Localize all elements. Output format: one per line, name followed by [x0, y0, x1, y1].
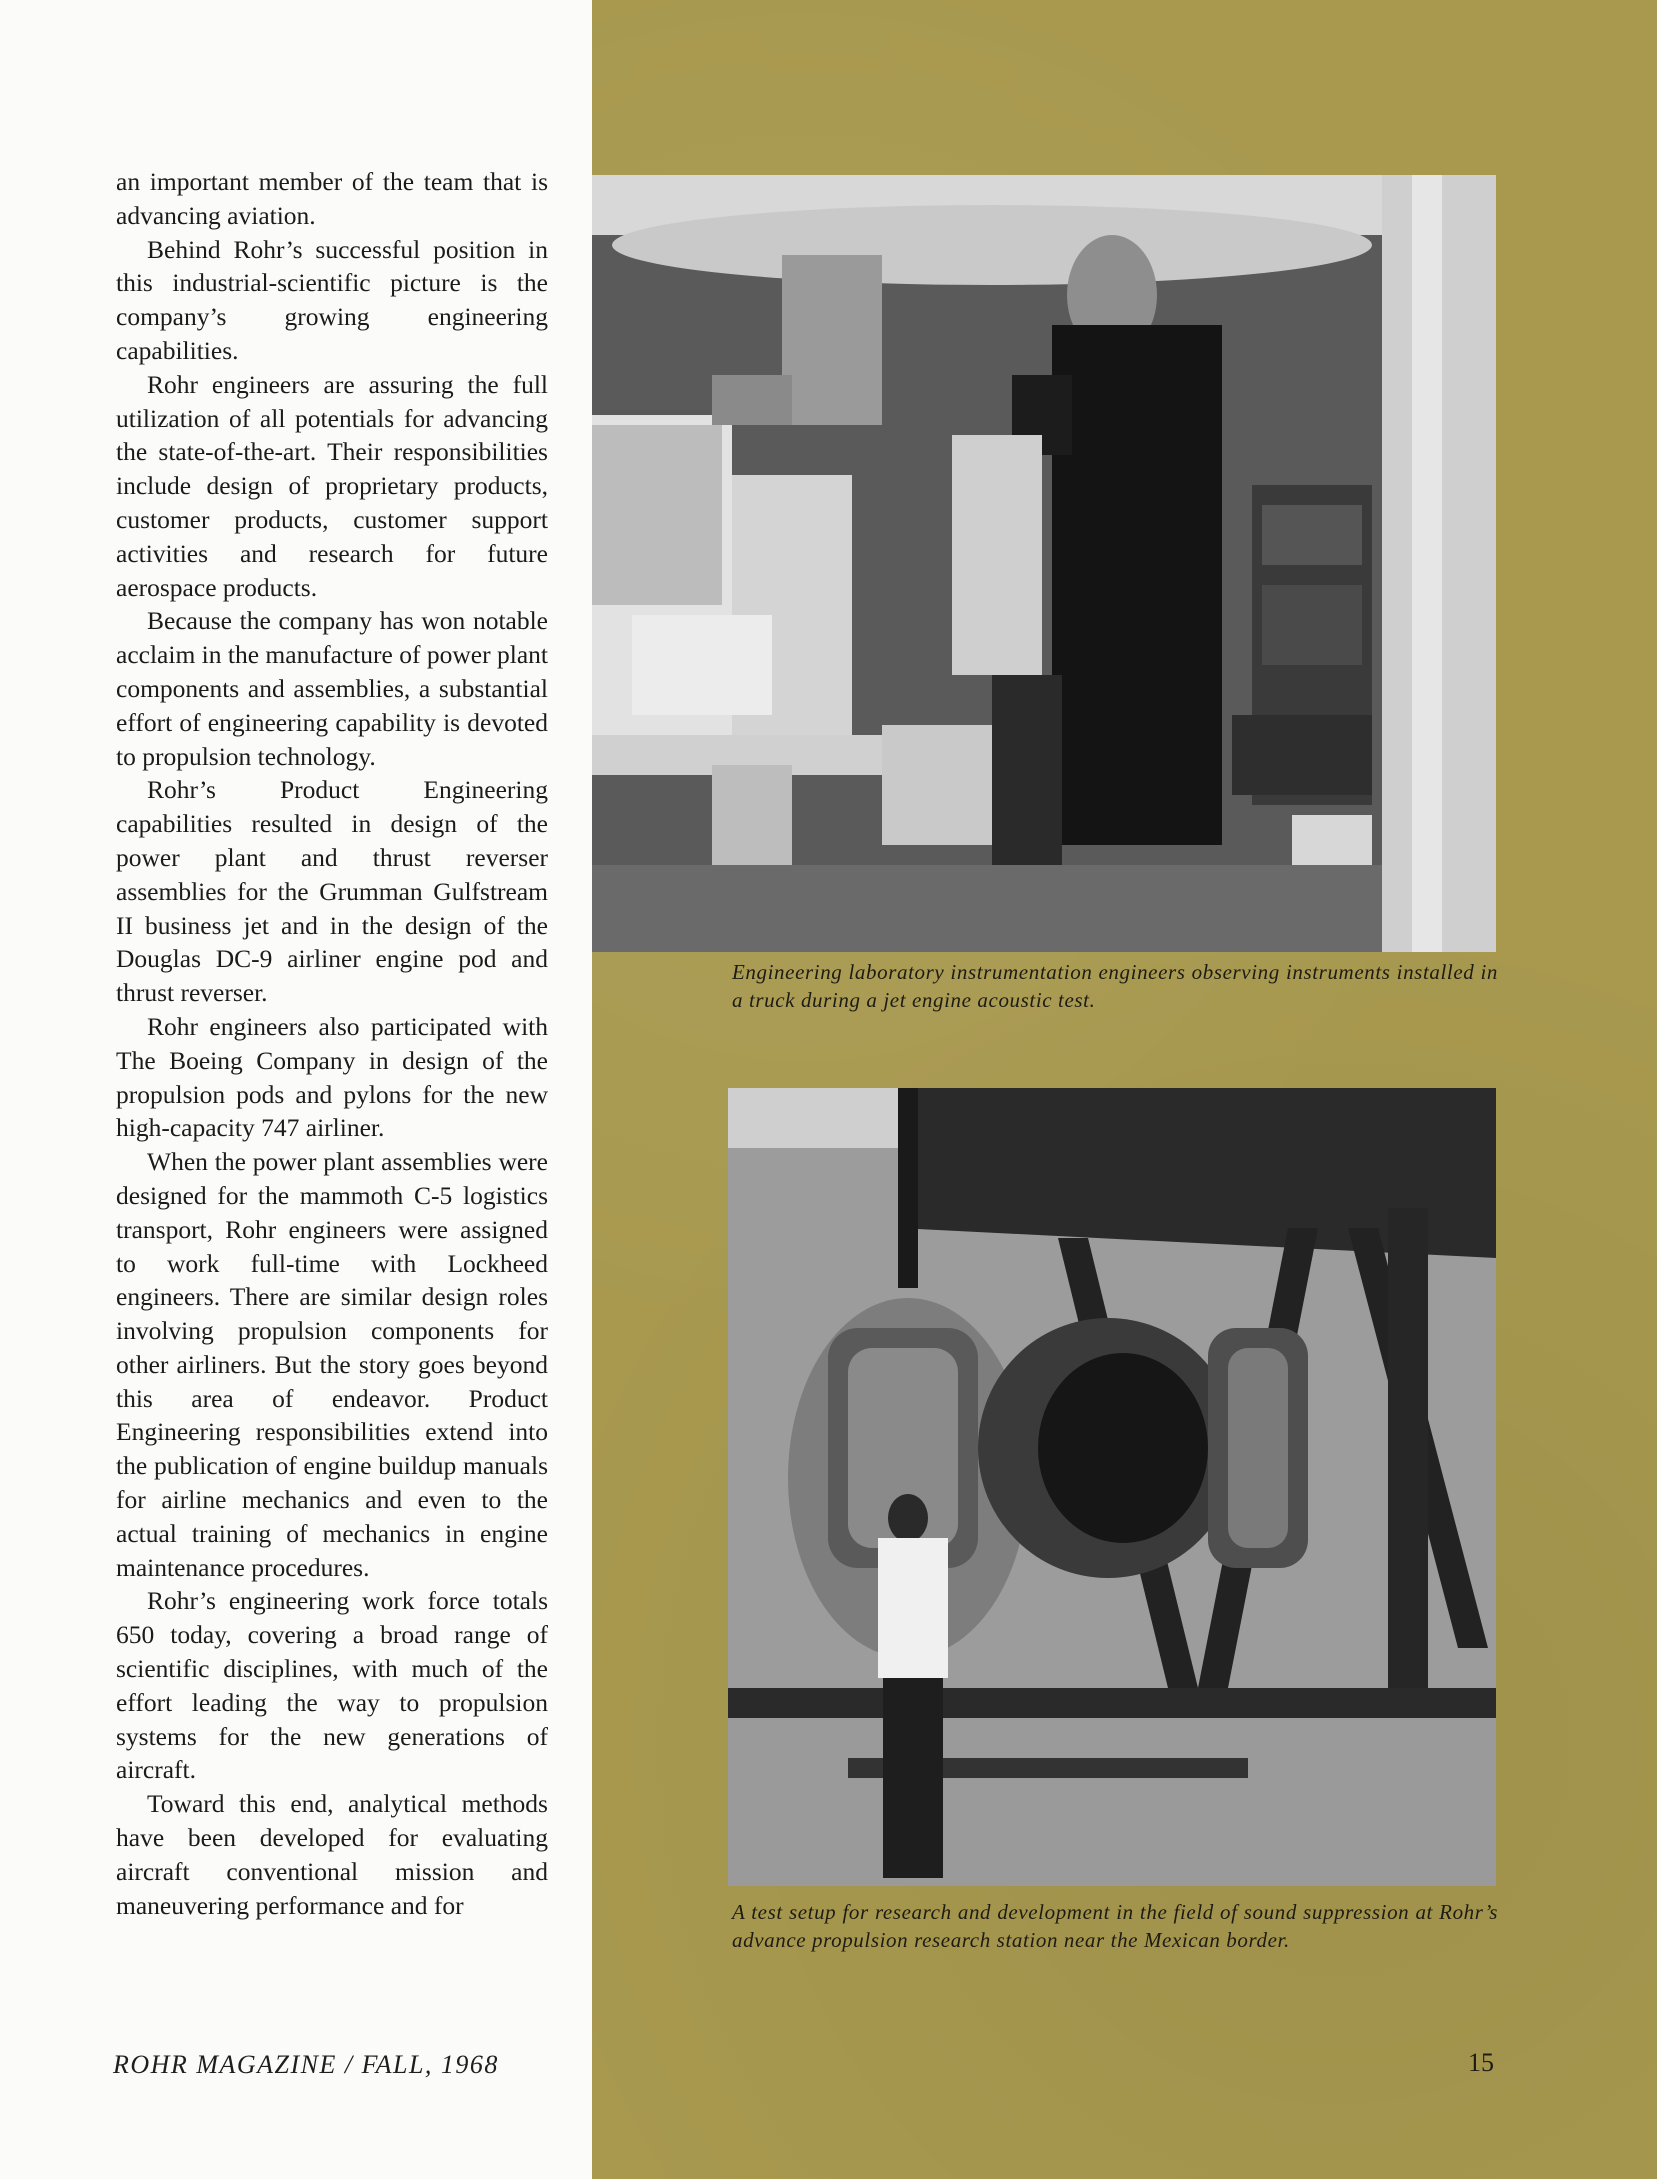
paragraph: Rohr’s Product Engineering capabilities resulted in design of the power plant and thrust reverser assemblies for the Grumman Gulfstream II business jet and in the design of the Douglas DC-9 airliner engine pod and thrust reverser.: [116, 775, 548, 1008]
paragraph: When the power plant assemblies were designed for the mammoth C-5 logistics transport, Rohr engineers were assigned to work full-time with Lockheed engineers. There are similar design roles involving propulsion components for other airliners. But the story goes beyond this area of endeavor. Product Engineering responsibilities extend into the publication of engine buildup manuals for airline mechanics and even to the actual training of mechanics in engine maintenance procedures.: [116, 1147, 548, 1582]
paragraph: Rohr engineers also participated with The Boeing Company in design of the propulsion pods and pylons for the new high-capacity 747 airliner.: [116, 1011, 548, 1143]
instrumentation-truck-photo: [592, 175, 1496, 952]
paragraph: Toward this end, analytical methods have been developed for evaluating aircraft conventional mission and maneuvering performance and for: [116, 1789, 548, 1920]
article-body: [116, 165, 548, 1922]
paragraph: Because the company has won notable acclaim in the manufacture of power plant components and assemblies, a substantial effort of engineering capability is devoted to propulsion technology.: [116, 606, 548, 771]
paragraph: an important member of the team that is advancing aviation.: [116, 167, 548, 230]
bottom-photo-caption: A test setup for research and development in the field of sound suppression at Rohr’s advance propulsion research station near the Mexican border.: [732, 1900, 1498, 1952]
top-photo-caption: Engineering laboratory instrumentation engineers observing instruments installed in a truck during a jet engine acoustic test.: [732, 960, 1498, 1012]
paragraph: Rohr engineers are assuring the full utilization of all potentials for advancing the state-of-the-art. Their responsibilities include design of proprietary products, customer products, customer support activities and research for future aerospace products.: [116, 369, 548, 602]
sound-suppression-rig-photo: [728, 1088, 1496, 1886]
paragraph: Behind Rohr’s successful position in this industrial-scientific picture is the company’s growing engineering capabilities.: [116, 234, 548, 365]
paragraph: Rohr’s engineering work force totals 650 today, covering a broad range of scientific disciplines, with much of the effort leading the way to propulsion systems for the new generations of aircraft.: [116, 1586, 548, 1785]
publication-footer: ROHR MAGAZINE / FALL, 1968: [113, 2050, 499, 2079]
page-number: 15: [1468, 2048, 1494, 2077]
